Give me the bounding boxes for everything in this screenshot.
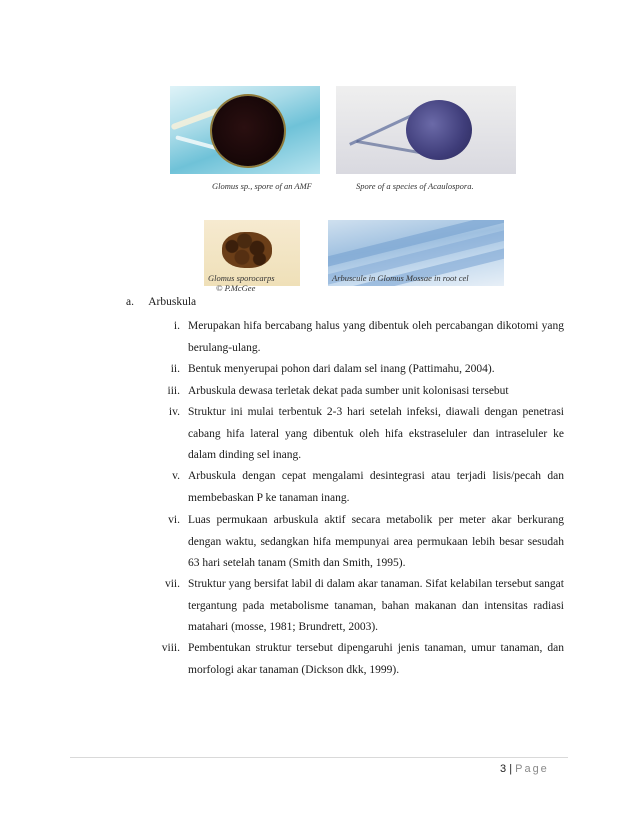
page-word: Page [515,763,549,775]
figure-caption-2: Spore of a species of Acaulospora. [356,181,474,191]
figure-caption-4: Arbuscule in Glomus Mossae in root cel [332,273,469,283]
acaulospora-spore-photo [336,86,516,174]
section-heading [126,296,196,308]
figure-caption-1: Glomus sp., spore of an AMF [212,181,312,191]
page-number-value: 3 [500,763,507,775]
section-title: Arbuskula [148,296,197,308]
figure-caption-3: Glomus sporocarps [208,273,275,283]
footer-divider [70,757,568,758]
section-label: a. [126,296,134,308]
figure-caption-3-credit: © P.McGee [216,283,256,293]
page-number [500,763,549,775]
glomus-spore-photo [170,86,320,174]
page-number-separator: | [509,763,513,775]
